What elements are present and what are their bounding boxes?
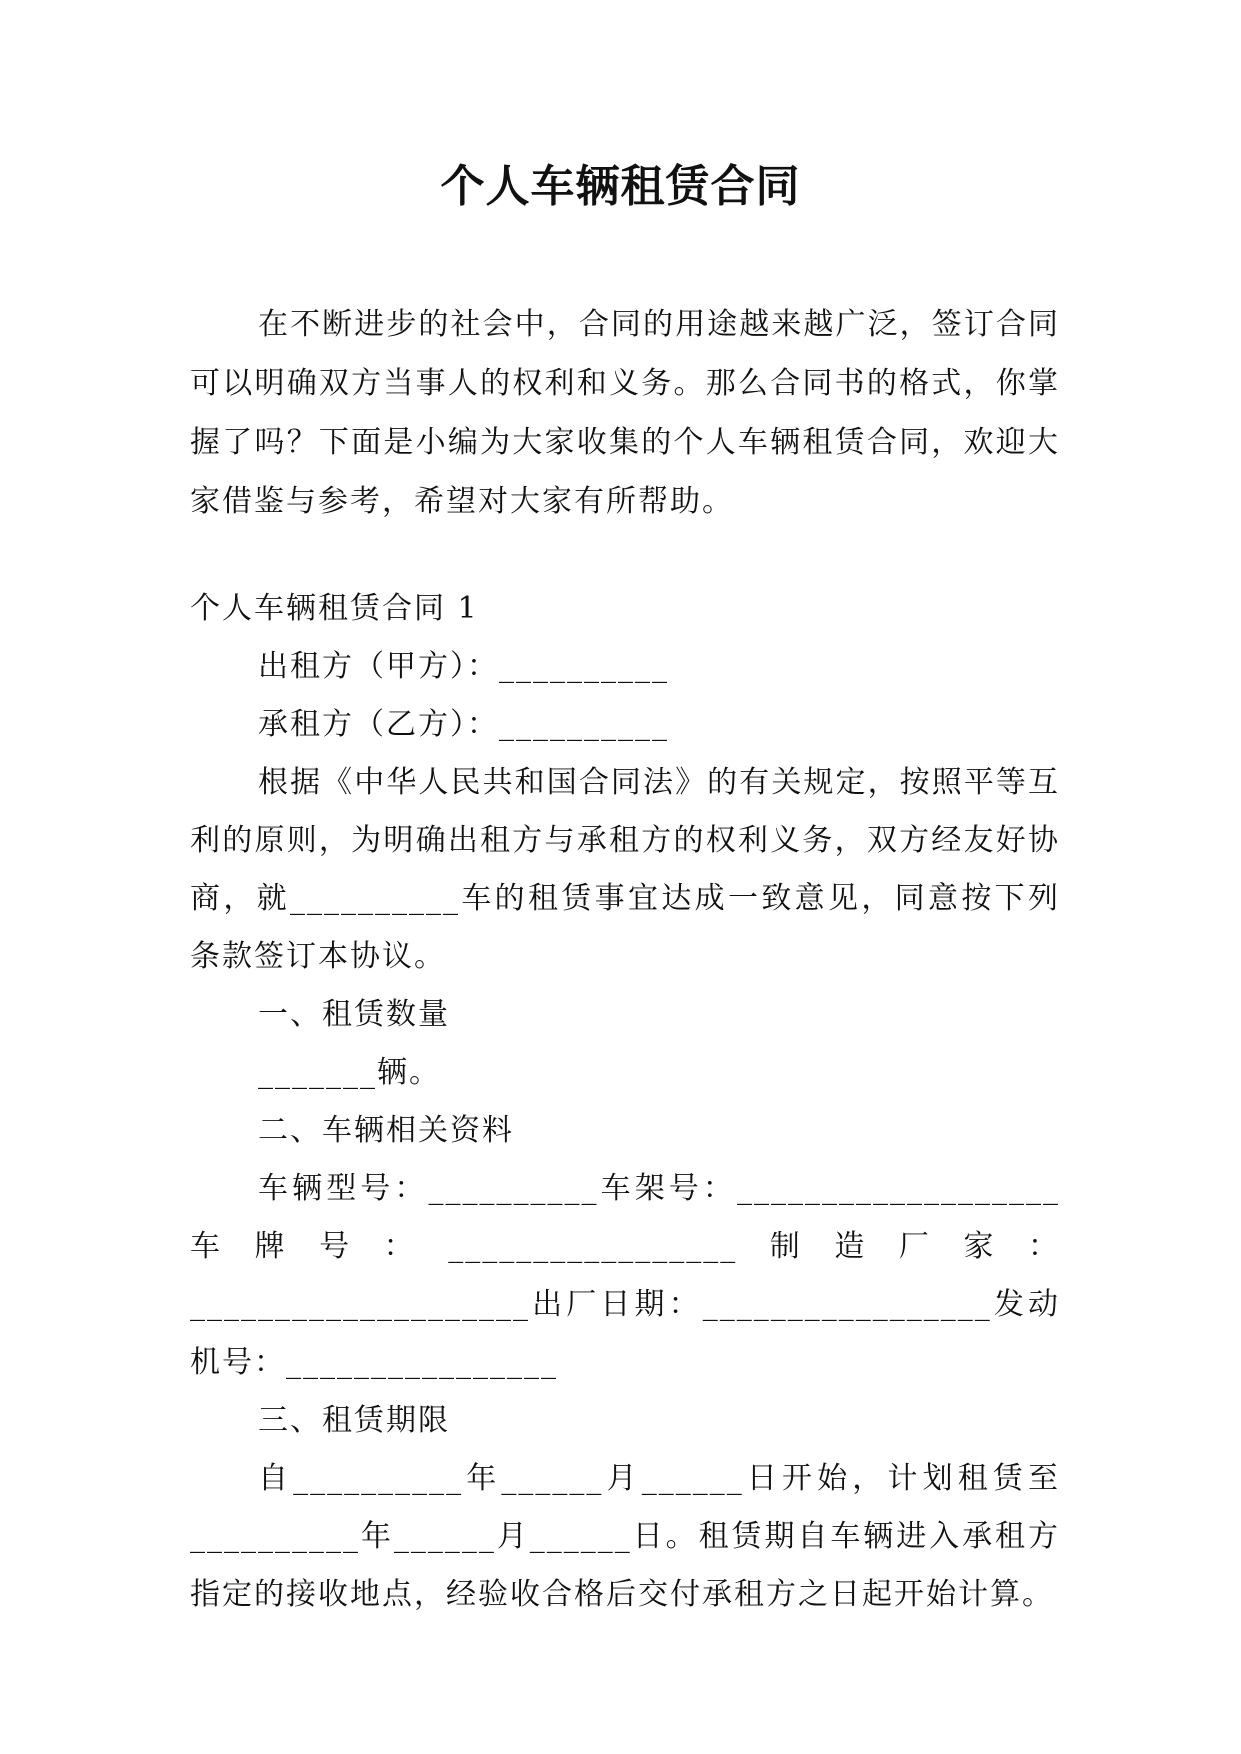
intro-paragraph: 在不断进步的社会中，合同的用途越来越广泛，签订合同可以明确双方当事人的权利和义务。那么合同书的格式，你掌握了吗？下面是小编为大家收集的个人车辆租赁合同，欢迎大家借鉴与参考，希望对大家有所帮助。: [190, 307, 1060, 519]
preamble-paragraph: 根据《中华人民共和国合同法》的有关规定，按照平等互利的原则，为明确出租方与承租方的权利义务，双方经友好协商，就__________车的租赁事宜达成一致意见，同意按下列条款签订本协议。: [190, 765, 1060, 974]
lessee-line: 承租方（乙方）：__________: [258, 707, 669, 742]
section-1-title: 一、租赁数量: [258, 997, 450, 1032]
section-3-title: 三、租赁期限: [258, 1403, 450, 1438]
contract-body: [190, 580, 1060, 1624]
contract-heading: 个人车辆租赁合同 1: [190, 591, 479, 626]
section-1-body: _______辆。: [258, 1055, 441, 1090]
section-2-body: 车辆型号：__________车架号：___________________车牌号：_________________制造厂家：____________________出厂日期：_________________发动机号：________________: [190, 1171, 1060, 1380]
document-title: 个人车辆租赁合同: [440, 161, 801, 212]
lessor-line: 出租方（甲方）：__________: [258, 649, 669, 684]
section-2-title: 二、车辆相关资料: [258, 1113, 514, 1148]
section-3-body: 自__________年______月______日开始，计划租赁至__________年______月______日。租赁期自车辆进入承租方指定的接收地点，经验收合格后交付承租方之日起开始计算。: [190, 1461, 1060, 1612]
